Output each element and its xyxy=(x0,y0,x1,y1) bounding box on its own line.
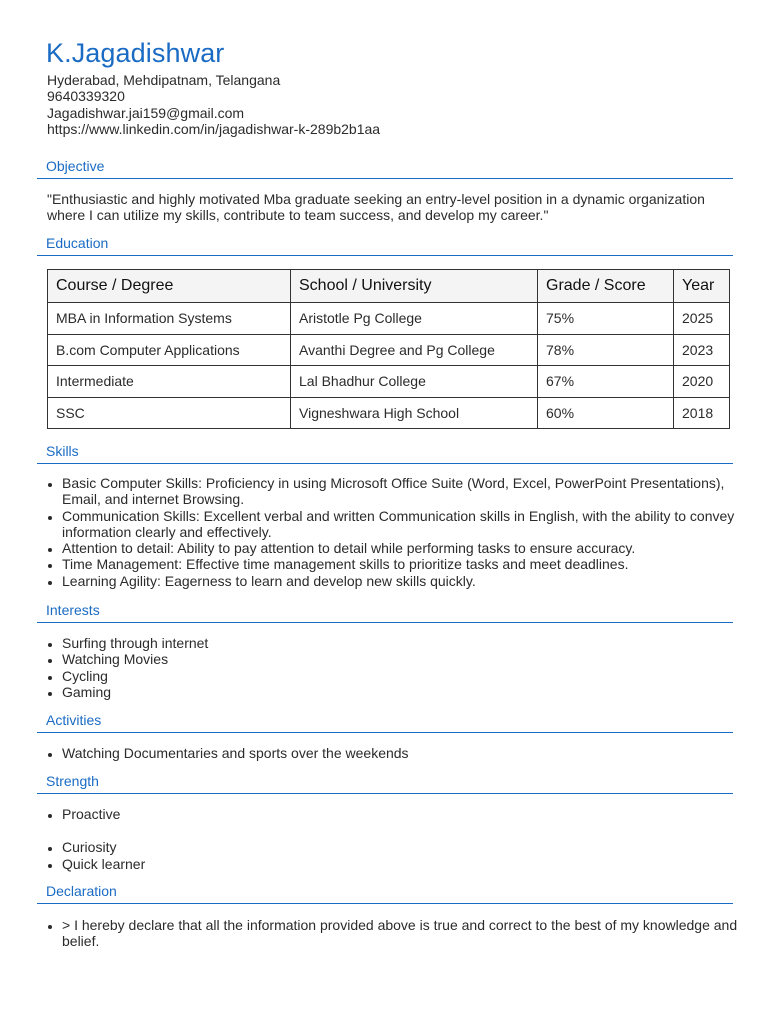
section-title-activities: Activities xyxy=(37,712,733,733)
declaration-list xyxy=(47,917,752,950)
objective-text: "Enthusiastic and highly motivated Mba graduate seeking an entry-level position in a dynamic organization where I can utilize my skills, contribute to team success, and develop my career." xyxy=(47,191,705,224)
cell-school: Aristotle Pg College xyxy=(291,303,538,335)
table-row xyxy=(48,334,730,366)
address: Hyderabad, Mehdipatnam, Telangana xyxy=(47,72,281,88)
candidate-name: K.Jagadishwar xyxy=(46,38,225,68)
list-item: • Learning Agility: Eagerness to learn and develop new skills quickly. xyxy=(62,573,752,589)
cell-grade: 67% xyxy=(538,366,674,398)
list-item: • Watching Movies xyxy=(62,651,752,667)
section-title-education: Education xyxy=(37,235,733,256)
list-item: • Cycling xyxy=(62,668,752,684)
header-school: School / University xyxy=(291,270,538,303)
list-item: • Basic Computer Skills: Proficiency in using Microsoft Office Suite (Word, Excel, PowerPoint Presentations), Email, and internet Browsing. xyxy=(62,475,752,508)
cell-year: 2025 xyxy=(674,303,730,335)
list-item: • Curiosity xyxy=(62,839,752,855)
section-title-declaration: Declaration xyxy=(37,883,733,904)
list-item: • Time Management: Effective time management skills to prioritize tasks and meet deadlines. xyxy=(62,556,752,572)
education-table xyxy=(47,269,730,429)
section-title-objective: Objective xyxy=(37,158,733,179)
cell-grade: 75% xyxy=(538,303,674,335)
list-item: • Attention to detail: Ability to pay attention to detail while performing tasks to ensure accuracy. xyxy=(62,540,752,556)
list-item: • > I hereby declare that all the information provided above is true and correct to the best of my knowledge and belief. xyxy=(62,917,752,950)
phone: 9640339320 xyxy=(47,88,125,105)
email: Jagadishwar.jai159@gmail.com xyxy=(47,104,245,121)
cell-course: MBA in Information Systems xyxy=(48,303,291,335)
table-header-row xyxy=(48,270,730,303)
list-item: • Quick learner xyxy=(62,856,752,872)
cell-course: Intermediate xyxy=(48,366,291,398)
cell-year: 2020 xyxy=(674,366,730,398)
cell-grade: 60% xyxy=(538,397,674,429)
cell-school: Avanthi Degree and Pg College xyxy=(291,334,538,366)
list-item: • Proactive xyxy=(62,806,752,822)
list-item: • Surfing through internet xyxy=(62,635,752,651)
cell-year: 2023 xyxy=(674,334,730,366)
table-row xyxy=(48,397,730,429)
strength-list xyxy=(47,806,752,872)
cell-course: B.com Computer Applications xyxy=(48,334,291,366)
list-item: • Gaming xyxy=(62,684,752,700)
section-title-interests: Interests xyxy=(37,602,733,623)
section-title-skills: Skills xyxy=(37,443,733,464)
cell-grade: 78% xyxy=(538,334,674,366)
cell-school: Lal Bhadhur College xyxy=(291,366,538,398)
table-row xyxy=(48,303,730,335)
section-title-strength: Strength xyxy=(37,773,733,794)
cell-course: SSC xyxy=(48,397,291,429)
table-row xyxy=(48,366,730,398)
header-grade: Grade / Score xyxy=(538,270,674,303)
cell-school: Vigneshwara High School xyxy=(291,397,538,429)
list-item: • Communication Skills: Excellent verbal and written Communication skills in English, with the ability to convey information clearly and effectively. xyxy=(62,508,752,541)
activities-list xyxy=(47,745,752,761)
cell-year: 2018 xyxy=(674,397,730,429)
header-course: Course / Degree xyxy=(48,270,291,303)
linkedin-url: https://www.linkedin.com/in/jagadishwar-k-289b2b1aa xyxy=(47,120,381,137)
interests-list xyxy=(47,635,752,700)
skills-list xyxy=(47,475,752,589)
list-item: • Watching Documentaries and sports over the weekends xyxy=(62,745,752,761)
contact-block xyxy=(47,72,380,137)
header-year: Year xyxy=(674,270,730,303)
